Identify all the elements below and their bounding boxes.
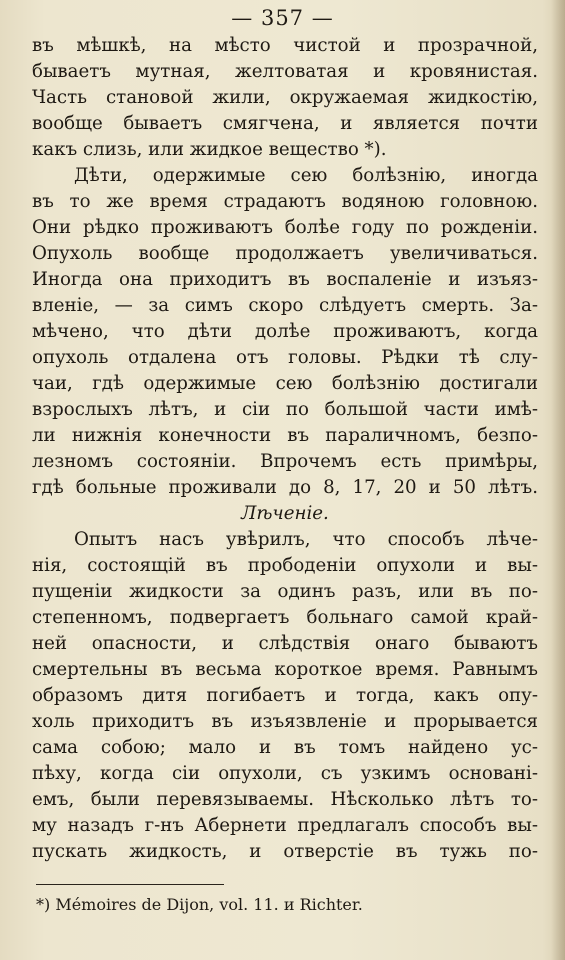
text-line: пущеніи жидкости за одинъ разъ, или въ по- xyxy=(32,581,538,602)
text-line: пѣху, когда сіи опухоли, съ узкимъ основані- xyxy=(32,763,538,784)
text-line: степенномъ, подвергаетъ больнаго самой край- xyxy=(32,607,538,628)
page-edge-shadow xyxy=(551,0,565,960)
text-line: Дѣти, одержимые сею болѣзнію, иногда xyxy=(74,165,538,186)
text-line: Иногда она приходитъ въ воспаленіе и изъяз- xyxy=(32,269,538,290)
page-number: — 357 — xyxy=(231,6,334,30)
text-line: пускать жидкость, и отверстіе въ тужь по- xyxy=(32,841,538,862)
text-line: ли нижнія конечности въ параличномъ, безпо- xyxy=(32,425,538,446)
text-line: Часть становой жили, окружаемая жидкостію, xyxy=(32,87,538,108)
text-line: гдѣ больные проживали до 8, 17, 20 и 50 лѣтъ. xyxy=(32,477,538,498)
text-line: вообще бываетъ смягчена, и является почти xyxy=(32,113,538,134)
body-text xyxy=(32,33,538,865)
text-line: лезномъ состояніи. Впрочемъ есть примѣры, xyxy=(32,451,538,472)
text-line: холь приходитъ въ изъязвленіе и прорывается xyxy=(32,711,538,732)
text-line: емъ, были перевязываемы. Нѣсколько лѣтъ то- xyxy=(32,789,538,810)
text-line: какъ слизь, или жидкое вещество *). xyxy=(32,139,387,160)
text-line: Они рѣдко проживаютъ болѣе году по рожденіи. xyxy=(32,217,538,238)
text-line: взрослыхъ лѣтъ, и сіи по большой части имѣ- xyxy=(32,399,538,420)
text-line: Опытъ насъ увѣрилъ, что способъ лѣче- xyxy=(74,529,538,550)
footnote: *) Mémoires de Dijon, vol. 11. и Richter. xyxy=(36,895,363,914)
section-heading: Лѣченіе. xyxy=(241,503,329,524)
footnote-rule xyxy=(36,884,224,885)
text-line: мѣчено, что дѣти долѣе проживаютъ, когда xyxy=(32,321,538,342)
text-line: чаи, гдѣ одержимые сею болѣзнію достигали xyxy=(32,373,538,394)
text-line: въ то же время страдаютъ водяною головною. xyxy=(32,191,538,212)
text-line: смертельны въ весьма короткое время. Равнымъ xyxy=(32,659,538,680)
text-line: опухоль отдалена отъ головы. Рѣдки тѣ слу- xyxy=(32,347,538,368)
text-line: въ мѣшкѣ, на мѣсто чистой и прозрачной, xyxy=(32,35,538,56)
text-line: вленіе, — за симъ скоро слѣдуетъ смерть. За- xyxy=(32,295,538,316)
text-line: му назадъ г-нъ Абернети предлагалъ способъ вы- xyxy=(32,815,538,836)
text-line: бываетъ мутная, желтоватая и кровянистая. xyxy=(32,61,538,82)
text-line: нія, состоящій въ прободеніи опухоли и вы- xyxy=(32,555,538,576)
text-line: образомъ дитя погибаетъ и тогда, какъ опу- xyxy=(32,685,538,706)
text-line: ней опасности, и слѣдствія онаго бываютъ xyxy=(32,633,538,654)
text-line: сама собою; мало и въ томъ найдено ус- xyxy=(32,737,538,758)
text-line: Опухоль вообще продолжаетъ увеличиваться. xyxy=(32,243,538,264)
